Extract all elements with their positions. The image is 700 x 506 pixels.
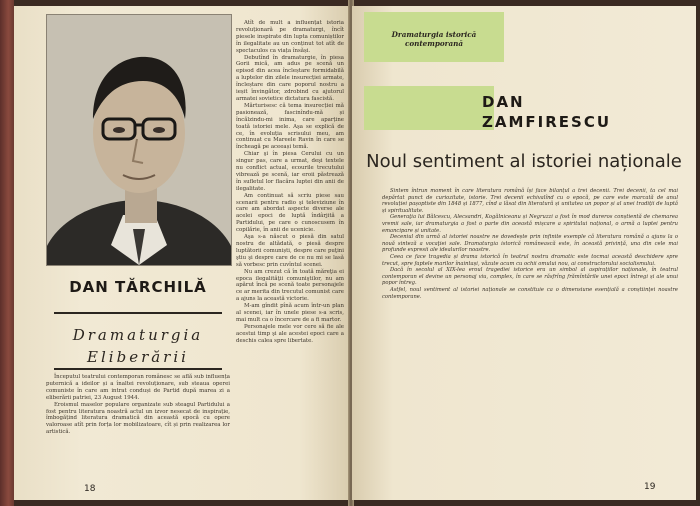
title-rule-top xyxy=(54,312,222,314)
paragraph: Eroismul maselor populare organizate sub steagul Partidului a fost pentru literatura noastră actul un izvor nesecat de inspirație, îmbogățind literatura dramatică din această epocă cu opere valoroase atît prin forța lor mobilizatoare, cît și prin realizarea lor artistică. xyxy=(46,401,230,436)
left-author-name: DAN TĂRCHILĂ xyxy=(69,278,207,296)
work-title: Dramaturgia Eliberării xyxy=(72,326,204,366)
book-binding xyxy=(0,0,14,506)
paragraph: Aşa s-a născut o piesă din satul nostru de altădată, o piesă despre luptătorii comuniști, despre care puţini ştiu şi despre care de ce nu mi se lasă să vorbesc prin cuvîntul scenei. xyxy=(236,234,344,268)
paragraph: Dacă în secolul al XIX-lea eroul tragediei istorice era un simbol al aspirațiilor naționale, în teatrul contemporan el devine un personaj viu, complex, în care se răsfrîng frămîntările unei epoci întregi și ale unui popor întreg. xyxy=(382,267,678,287)
right-author-name xyxy=(482,92,692,132)
section-title: Dramaturgia istorică contemporană xyxy=(391,30,477,48)
left-page xyxy=(14,6,350,500)
author-portrait-photo xyxy=(46,14,232,266)
paragraph: Chiar şi în piesa Cerului cu un singur pas, care a urmat, deşi textele nu conflict actual, ecourile trecutului vibrează pe scenă, iar eroii păstrează în sufletul lor flacăra luptei din anii de ilegalitate. xyxy=(236,151,344,192)
right-page xyxy=(352,6,696,500)
left-page-number: 18 xyxy=(84,484,96,494)
paragraph: Astfel, noul sentiment al istoriei naționale se constituie ca o dimensiune esențială a conștiinței noastre contemporane. xyxy=(382,286,678,300)
paragraph: Mărturisesc că tema insurecției mă pasionează, fascinîndu-mă și încălzindu-mi inima, care aparține toată istoriei mele. Aşa se explică de ce, în evoluția scrisului meu, am continuat cu Mareele Ravin în care se încheagă pe aceeași temă. xyxy=(236,102,344,151)
paragraph: Personajele mele vor cere să fie ale acestui timp şi ale acestei epoci care a deschis calea spre libertate. xyxy=(236,323,344,344)
paragraph: Generaţia lui Bălcescu, Alecsandri, Kogălniceanu și Negruzzi a fost în mod dureros conștientă de chemarea vremii sale, iar dramaturgia a fost o parte din această mișcare a spiritului național, o armă a luptei pentru emancipare și unitate. xyxy=(382,214,678,234)
author-name-block xyxy=(364,86,494,130)
title-rule-bottom xyxy=(54,368,222,370)
paragraph: Sintem întrun moment în care literatura română își face bilanțul a trei decenii. Trei decenii, ta cel mai depărtat punct de curiozitate, istorie. Trei decenii echivalînd cu o epocă, pe care este marcată de anul revoluției pașoptiste din 1848 și 1877, cînd a lăsat din literatură și unitatea un popor și al unei tradiții de luptă și spiritualitate. xyxy=(382,188,678,214)
author-last-name: ZAMFIRESCU xyxy=(482,113,612,131)
portrait-illustration xyxy=(47,15,231,265)
paragraph: Începutul teatrului contemporan românesc se află sub influența puternică a ideilor și a înaltei revoluționare, sub steaua operei comuniste în care am intrat conduși de Partid după marea zi a eliberării patriei, 23 August 1944. xyxy=(46,374,230,401)
paragraph: M-am gîndit pînă acum într-un plan al scenei, iar în unele piese s-a scris, mai mult ca o încercare de a fi martor. xyxy=(236,303,344,323)
paragraph: Nu am crezut că în toată măreţia ei epoca ilegalităţii comuniştilor, nu am apărut încă pe scenă toate personajele ce ar merita din trecutul comunist care a ajuns la această victorie. xyxy=(236,268,344,303)
paragraph: Atît de mult a influențat istoria revoluționară pe dramaturgi, încît piesele inspirate din lupta comuniștilor în ilegalitate au un conținut tot atît de spectaculos ca viața însăși. xyxy=(236,20,344,54)
left-page-intro-column xyxy=(46,374,230,474)
article-headline: Noul sentiment al istoriei naționale xyxy=(366,151,682,172)
right-page-number: 19 xyxy=(644,482,656,492)
author-first-name: DAN xyxy=(482,93,525,111)
left-page-text-column xyxy=(236,20,344,488)
paragraph: Ceea ce face tragedia și drama istorică în teatrul nostru dramatic este tocmai această deschidere spre trecut, spre faptele marilor înaintași, văzute acum cu ochii omului nou, ai constructorului socialismului. xyxy=(382,253,678,267)
paragraph: Am continuat să scriu piese sau scenarii pentru radio şi televiziune în care am abordat aspecte diverse ale acelei epoci de luptă îndârjită a Partidului, pe care o cunoscusem în copilărie, în anii de ucenicie. xyxy=(236,192,344,234)
paragraph: Deceniul din urmă al istoriei noastre ne dovedește prin infinite exemple că literatura română a ajuns la o nouă sinteză a vocaţiei sale. Dramaturgia istorică românească este, în această privință, una din cele mai profunde expresii ale idealurilor noastre. xyxy=(382,234,678,254)
paragraph: Debutînd în dramaturgie, în piesa Gorii mică, am adus pe scenă un episod din acea încleștare formidabilă a luptelor din zilele insurecției armate, încleștare din care poporul nostru a ieșit învingător, zdrobind cu ajutorul armatei sovietice dictatura fascistă. xyxy=(236,54,344,102)
right-page-text-column xyxy=(382,188,678,470)
